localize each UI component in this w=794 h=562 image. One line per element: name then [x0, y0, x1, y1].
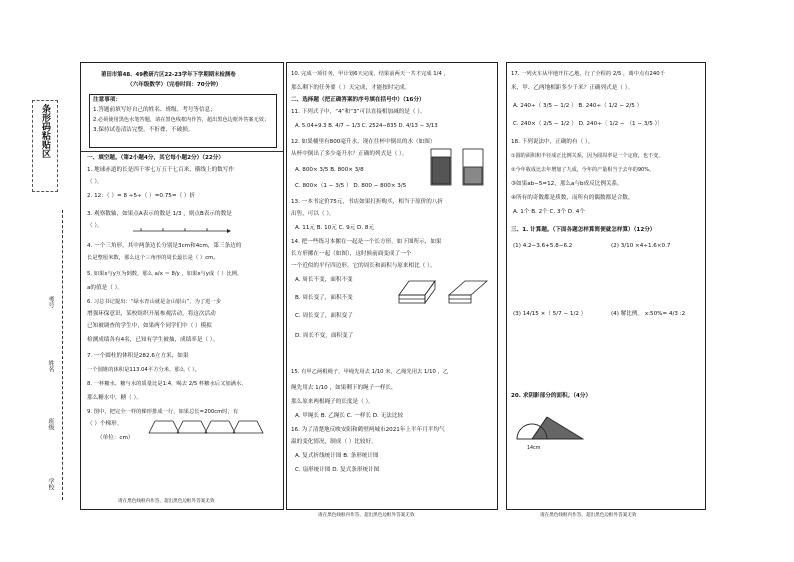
- q-line: ②今年收成比去年增加了九成，今年的产量相当于去年的90%。: [511, 167, 655, 173]
- q-line: （ ）。: [87, 179, 103, 185]
- binding-strip: [10, 60, 80, 510]
- name-label: 姓名: [47, 360, 54, 372]
- q-line: 8. 一杯糖水，糖与水的质量比是1:4，喝去 2/5 杯糖水后又加满水，: [87, 381, 247, 387]
- q-line: 13. 一本书定价75元，书店如果打折购买，相当于原价的八折: [291, 199, 444, 205]
- shaded-area-figure: [513, 405, 589, 449]
- barcode-area-label: 条形码粘贴区: [40, 104, 50, 158]
- exam-no-label: 考号: [47, 296, 54, 308]
- number-line-figure: [131, 219, 231, 241]
- q-line: 15. 有甲乙两根绳子，甲绳先用去 1/10 米，乙绳先用去 1/10 ，乙: [291, 369, 449, 375]
- q-line: A. 周长不变，面积不变: [295, 277, 353, 283]
- school-label: 学校: [47, 478, 54, 490]
- q-line: (2) 3/10 ×4÷1.6×0.7: [611, 243, 671, 249]
- q-line: 那么剩下的任务要（ ）天完成，才能按时完成。: [291, 85, 411, 91]
- q-line: 4. 一个三角形，其中两条边长分别是3cm和4cm，第三条边的: [87, 243, 242, 249]
- q-line: 11. 下列式子中，“4”和“3”可以直接相加减的是（ ）。: [291, 109, 426, 115]
- q-line: A. 1个 B. 2个 C. 3个 D. 4个: [513, 209, 585, 215]
- q-line: (4) 解比例。 x:50%= 4/3 :2: [611, 311, 686, 317]
- q-line: A. 11元 B. 10元 C. 9元 D. 8元: [295, 225, 375, 231]
- page-footer: 请在黑色线框内作答，超出黑色边框外答案无效: [118, 499, 215, 504]
- section2-heading: 二、选择题（把正确答案的序号填在括号中）（16分）: [291, 97, 425, 103]
- q-line: D. 周长不变，面积变了: [295, 333, 354, 339]
- q-line: 出售，可以（ ）。: [291, 211, 335, 217]
- q-line: （ ）个梯形。: [87, 421, 123, 427]
- notebook-stack-figure: [395, 271, 491, 311]
- notes-item: 1.答题前填写好自己的姓名、班级、考号等信息；: [93, 107, 216, 113]
- divider: [81, 151, 283, 152]
- q-line: C. 240×（ 2/5 − 1/2 ） D. 240÷〔 1/2 − （1 − 3/5 ）〕: [513, 121, 664, 127]
- notes-item: 2.必须使用黑色水笔答题，请在黑色线框内作答，超出黑色边框外答案无效；: [93, 117, 270, 123]
- q-line: 5. 如果x与y互为倒数，那么 a/x ＝ 8/y ，如果x与y成（ ）比例，: [87, 271, 243, 277]
- q-line: 7. 一个圆柱的体积是282.6立方米，如果: [87, 353, 189, 359]
- q-line: A. 240÷（ 3/5 − 1/2 ） B. 240÷（ 1/2 − 2/5 ）: [513, 103, 643, 109]
- q-line: A. 甲绳长 B. 乙绳长 C. 一样长 D. 无法比较: [295, 413, 404, 419]
- beaker-figure: [427, 145, 489, 189]
- q-line: 一个圆锥的体积是113.04平方分米，那么（ ）。: [87, 367, 200, 373]
- q-line: B. 周长变了，面积不变: [295, 295, 353, 301]
- q-line: ①圆的面积和半径成正比例关系，因为圆周率是一个定值，也不变。: [511, 153, 664, 159]
- q-line: 3. 观察数轴，如果点A表示的数是 1/3 ，则点B表示的数是: [87, 211, 232, 217]
- exam-subtitle: （六年级数学）（完卷时间：70分钟）: [127, 82, 222, 88]
- unit-note: （单位：cm）: [97, 435, 134, 441]
- q-line: 检测成绩各有4名，已知有学生被抽，成绩率是（ ）。: [87, 337, 219, 343]
- trapezoid-figure: [147, 417, 271, 437]
- q-line: A. 复式折线统计图 B. 条形统计图: [295, 453, 379, 459]
- q-line: 12. 如果桶里有800毫升水，现在往杯中倒出的水（如图）: [291, 139, 436, 145]
- q-line: C. 800×（1 − 3/5 ） D. 800 − 800× 3/5: [295, 183, 407, 189]
- section3-heading: 三、1. 计算题。（下面各题怎样算简便就怎样算）（12分）: [511, 227, 656, 233]
- q-line: 已知被调查的学生中，如果两个同学们中（ ）模拟: [87, 323, 212, 329]
- binding-line: [62, 210, 63, 500]
- section4-heading: 20. 求阴影部分的面积。（4分）: [511, 393, 592, 399]
- q-line: 那么原来两根绳子的长度是（ ）。: [291, 399, 374, 405]
- q-line: (3) 14/15 ×（ 5/7 − 1/2 ）: [513, 311, 587, 317]
- q-line: 那么糖水中，糖（ ）。: [87, 395, 142, 401]
- barcode-area-box: [32, 100, 58, 192]
- q-line: A. 800× 3/5 B. 800× 3/8: [295, 167, 364, 173]
- dimension-label: 14cm: [527, 446, 541, 451]
- notes-item: 3.保持试卷清洁完整，不折叠、不破损。: [93, 127, 194, 133]
- q-line: 绳先用去 1/10 ，如果剩下的绳子一样长，: [291, 385, 397, 391]
- section1-heading: 一、填空题。（第2小题4分，其它每小题2分）（22分）: [87, 155, 224, 161]
- q-line: （ ）。: [87, 223, 103, 229]
- q-line: 2. 12：（ ）= 8 ÷5÷（ ）=0.75=（ ）折: [87, 193, 196, 199]
- q-line: 9. 图中，把完全一样的梯形排成一行，如果总长=200cm时，有: [87, 409, 239, 415]
- q-line: 温的变化情况，制成（ ）比较好。: [291, 439, 377, 445]
- q-line: ③如果ab−5=12，那么a与b成反比例关系。: [511, 181, 623, 187]
- q-line: 1. 地球赤道的长是四千零七万五千七百米，横线上的数写作: [87, 167, 234, 173]
- q-line: 增强环保意识，某校组织开展参观活动，将这次活动: [87, 311, 216, 317]
- q-line: 18. 下列说法中，正确的有（ ）。: [511, 139, 594, 145]
- class-label: 班级: [47, 418, 54, 430]
- q-line: C. 周长变了，面积变了: [295, 313, 353, 319]
- q-line: A. 5.04+9.3 B. 4/7 − 1/3 C. 2524−835 D. 4/13 − 3/13: [295, 123, 438, 129]
- page-1: [80, 62, 284, 510]
- q-line: 10. 完成一项任务，甲计划6天完成，结果前两天一共才完成 1/4 ，: [291, 71, 449, 77]
- page-3: [506, 62, 706, 510]
- page-footer: 请在黑色线框内作答，超出黑色边框外答案无效: [540, 513, 637, 518]
- q-line: C. 扇形统计图 D. 复式条形统计图: [295, 467, 380, 473]
- q-line: 一个近似的平行四边形，它的周长和面积与原来相比（ ）。: [291, 263, 436, 269]
- q-line: 长方形摞在一起（如图），这时候前面变成了一个: [291, 251, 412, 257]
- q-line: (1) 4.2−3.6+5.8−6.2: [513, 243, 573, 249]
- q-line: 从杯中倒出了多少毫升水？正确的列式是（ ）。: [291, 151, 408, 157]
- page-footer: 请在黑色线框内作答，超出黑色边框外答案无效: [318, 513, 415, 518]
- notes-title: 注意事项：: [93, 97, 121, 103]
- q-line: a的值是（ ）。: [87, 285, 123, 291]
- q-line: 14. 把一些练习本摞在一起是一个长方形，如下图所示，如果: [291, 239, 442, 245]
- q-line: 17. 一列火车从甲地开往乙地，行了全程的 2/5 ，离中点有240千: [511, 71, 665, 77]
- q-line: 16. 为了清楚地反映安阳和鹤壁两城市2021年上半年月平均气: [291, 427, 445, 433]
- q-line: 长是整厘米数，那么这个三角形的周长最长是（ ）cm。: [87, 255, 219, 261]
- q-line: 6. 习总书记提出：“绿水青山就是金山银山”，为了进一步: [87, 299, 222, 305]
- q-line: ④所有的奇数都是质数，而所有的偶数都是合数。: [511, 195, 634, 201]
- page-2: [286, 62, 498, 510]
- exam-title: 莆田市第48、49教研片区22-23学年下学期期末检测卷: [101, 72, 236, 78]
- q-line: 米，甲、乙两地相距多少千米？正确列式是（ ）。: [511, 85, 634, 91]
